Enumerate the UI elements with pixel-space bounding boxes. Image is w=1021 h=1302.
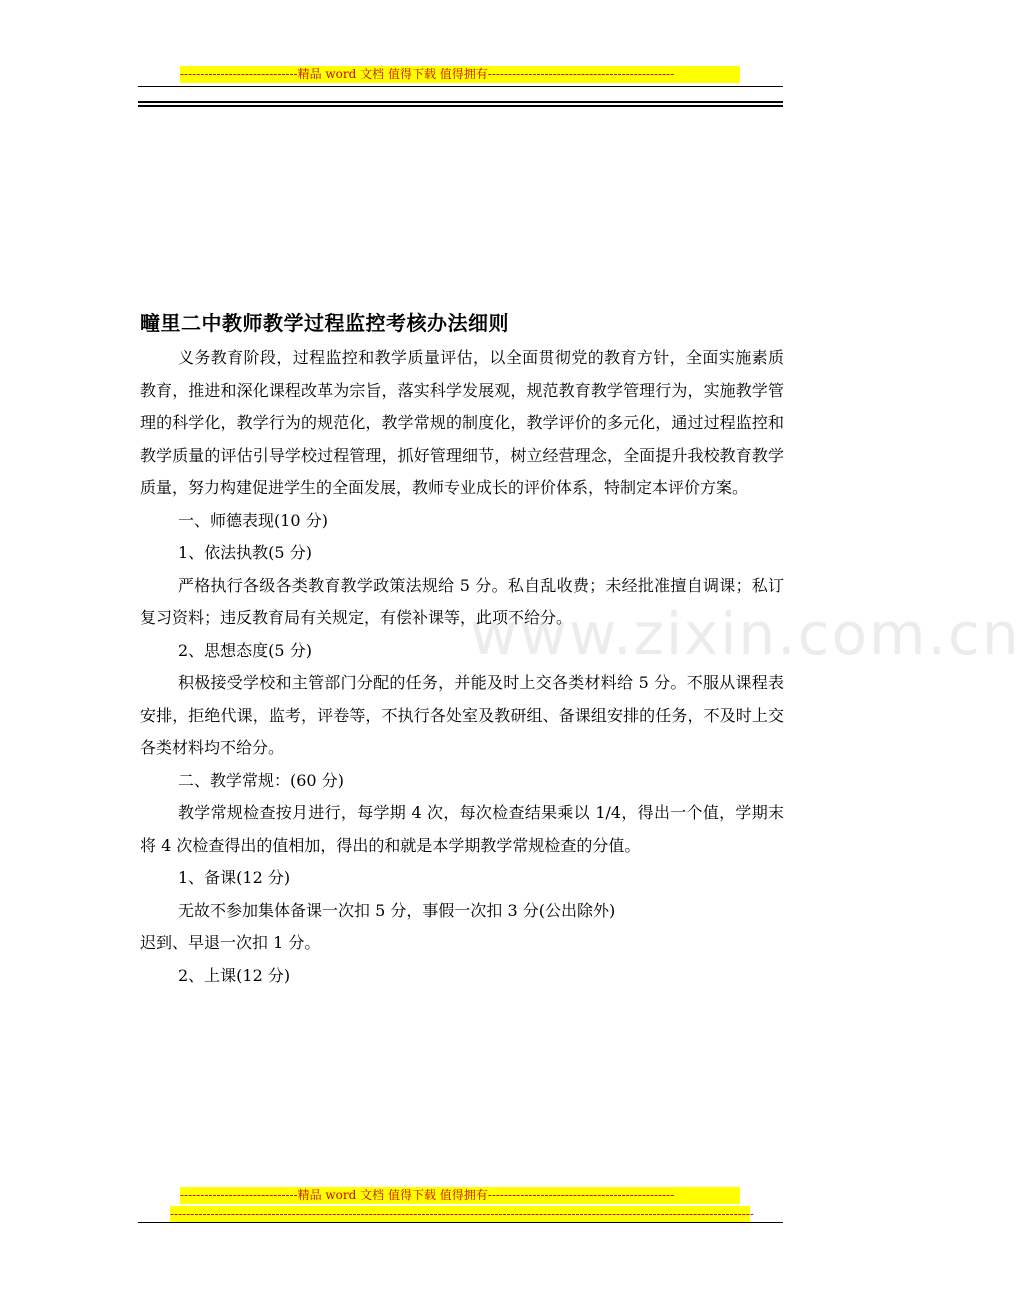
- header-banner: -----------------------------精品 word 文档 值得下载 值得拥有----------------------------------------------: [180, 66, 740, 83]
- footer-dashes: ------------------------------------------------------------------------------------------------------------------------------------------------: [170, 1207, 754, 1221]
- subsection-law: 1、依法执教(5 分): [178, 543, 312, 562]
- paragraph-law: 严格执行各级各类教育教学政策法规给 5 分。私自乱收费；未经批准擅自调课；私订复习资料；违反教育局有关规定，有偿补课等，此项不给分。: [140, 575, 784, 627]
- paragraph-attitude: 积极接受学校和主管部门分配的任务，并能及时上交各类材料给 5 分。不服从课程表安排，拒绝代课，监考，评卷等，不执行各处室及教研组、备课组安排的任务，不及时上交各类材料均不给分。: [140, 673, 784, 757]
- header-rule-thick-1: [138, 101, 783, 103]
- header-rule-thin: [138, 86, 783, 87]
- section-heading-ethics: 一、师德表现(10 分): [178, 510, 328, 530]
- intro-paragraph: 义务教育阶段，过程监控和教学质量评估，以全面贯彻党的教育方针，全面实施素质教育，推进和深化课程改革为宗旨，落实科学发展观，规范教育教学管理行为，实施教学管理的科学化，教学行为的规范化，教学常规的制度化，教学评价的多元化，通过过程监控和教学质量的评估引导学校过程管理，抓好管理细节，树立经营理念，全面提升我校教育教学质量，努力构建促进学生的全面发展，教师专业成长的评价体系，特制定本评价方案。: [140, 348, 784, 497]
- header-rule-thick-2: [138, 105, 783, 107]
- paragraph-routine: 教学常规检查按月进行，每学期 4 次，每次检查结果乘以 1/4，得出一个值，学期末将 4 次检查得出的值相加，得出的和就是本学期教学常规检查的分值。: [140, 803, 784, 855]
- subsection-prep: 1、备课(12 分): [178, 868, 291, 887]
- paragraph-prep: 无故不参加集体备课一次扣 5 分，事假一次扣 3 分(公出除外): [178, 900, 616, 920]
- watermark: www.zixin.com.cn: [470, 600, 1021, 668]
- subsection-class: 2、上课(12 分): [178, 965, 291, 985]
- footer-banner: -----------------------------精品 word 文档 值得下载 值得拥有----------------------------------------------: [180, 1187, 740, 1204]
- paragraph-late: 迟到、早退一次扣 1 分。: [140, 933, 321, 952]
- subsection-attitude: 2、思想态度(5 分): [178, 640, 312, 660]
- section-heading-routine: 二、教学常规：(60 分): [178, 770, 344, 790]
- footer-rule: [138, 1222, 783, 1223]
- document-title: 疃里二中教师教学过程监控考核办法细则: [140, 311, 509, 335]
- document-body: [140, 342, 784, 992]
